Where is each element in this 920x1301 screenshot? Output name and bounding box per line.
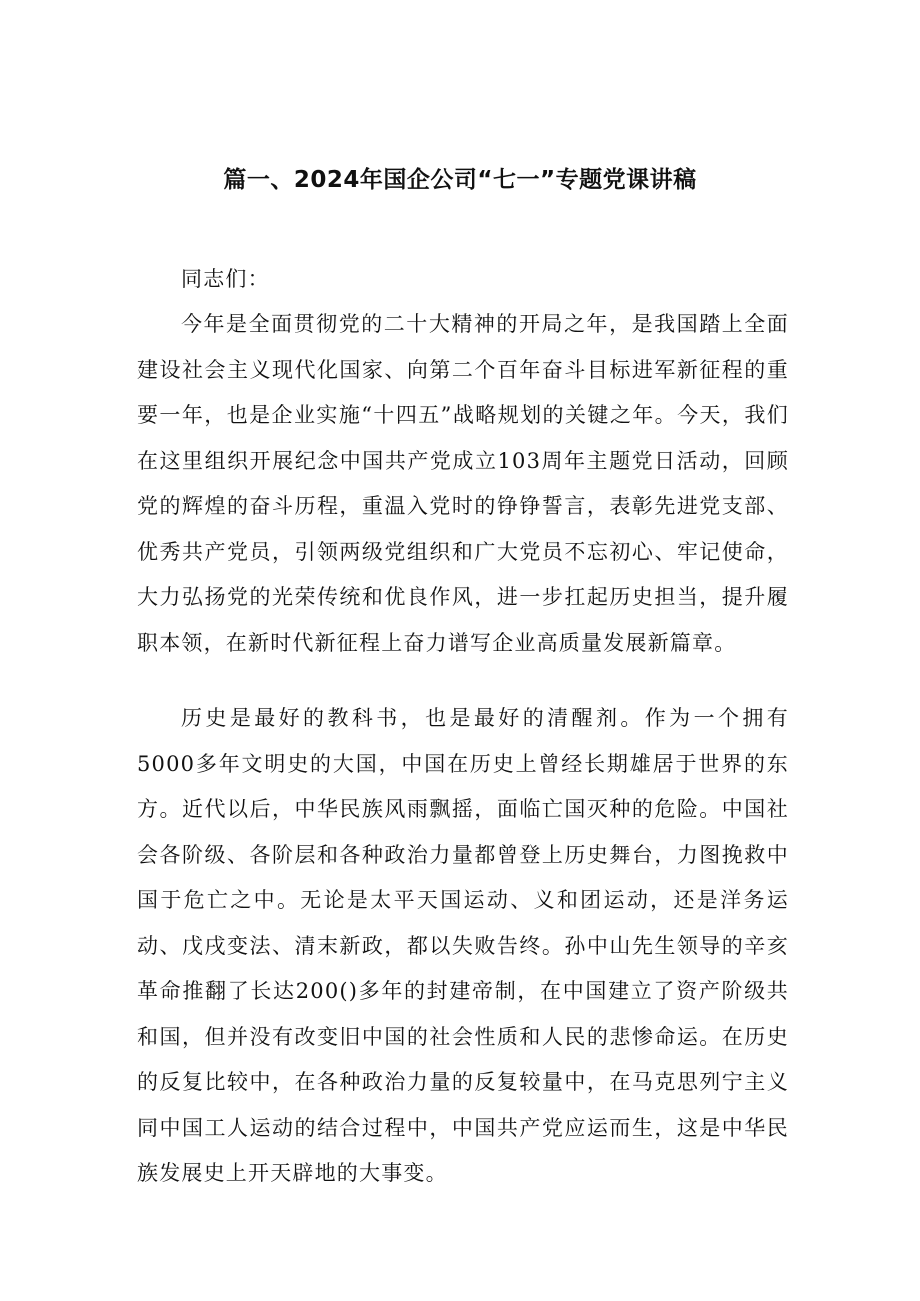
paragraph-1: 今年是全面贯彻党的二十大精神的开局之年，是我国踏上全面建设社会主义现代化国家、向第二个百年奋斗目标进军新征程的重要一年，也是企业实施“十四五”战略规划的关键之年。今天，我们在这里组织开展纪念中国共产党成立103周年主题党日活动，回顾党的辉煌的奋斗历程，重温入党时的铮铮誓言，表彰先进党支部、优秀共产党员，引领两级党组织和广大党员不忘初心、牢记使命，大力弘扬党的光荣传统和优良作风，进一步扛起历史担当，提升履职本领，在新时代新征程上奋力谱写企业高质量发展新篇章。	[137, 312, 789, 655]
paragraph-2: 历史是最好的教科书，也是最好的清醒剂。作为一个拥有5000多年文明史的大国，中国在历史上曾经长期雄居于世界的东方。近代以后，中华民族风雨飘摇，面临亡国灭种的危险。中国社会各阶级、各阶层和各种政治力量都曾登上历史舞台，力图挽救中国于危亡之中。无论是太平天国运动、义和团运动，还是洋务运动、戊戌变法、清末新政，都以失败告终。孙中山先生领导的辛亥革命推翻了长达200()多年的封建帝制，在中国建立了资产阶级共和国，但并没有改变旧中国的社会性质和人民的悲惨命运。在历史的反复比较中，在各种政治力量的反复较量中，在马克思列宁主义同中国工人运动的结合过程中，中国共产党应运而生，这是中华民族发展史上开天辟地的大事变。	[137, 706, 789, 1185]
greeting: 同志们：	[181, 267, 270, 291]
document-title: 篇一、2024年国企公司“七一”专题党课讲稿	[223, 167, 697, 193]
